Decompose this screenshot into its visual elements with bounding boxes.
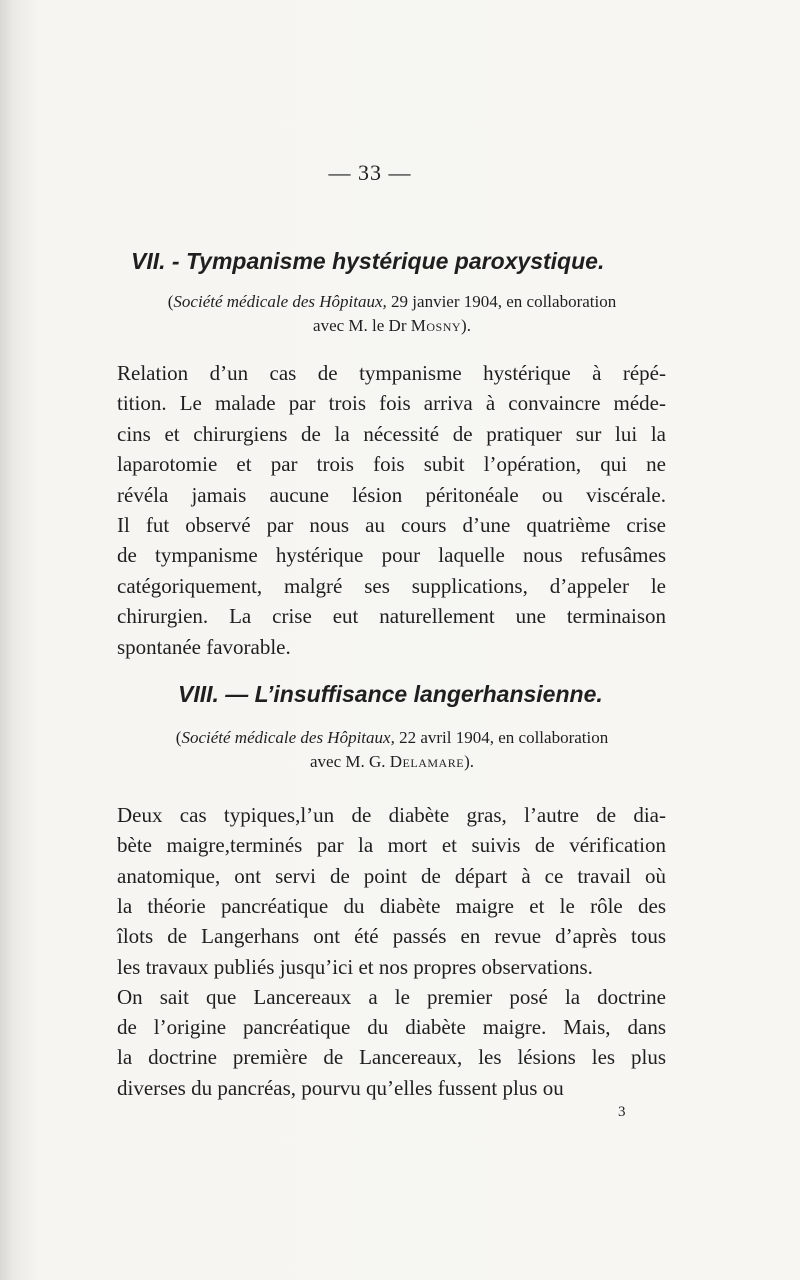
signature-mark: 3 (618, 1104, 626, 1120)
text-line: catégoriquement, malgré ses supplications, d’appeler le (117, 573, 666, 598)
text-line: îlots de Langerhans ont été passés en revue d’après tous (117, 924, 666, 949)
text-line: Relation d’un cas de tympanisme hystérique à répé- (117, 361, 666, 385)
citation-line-1: (Société médicale des Hôpitaux, 29 janvier 1904, en collaboration (167, 292, 617, 311)
text-line: la théorie pancréatique du diabète maigre et le rôle des (117, 893, 666, 918)
collaborator-name: Mosny (410, 316, 462, 335)
source-citation-vii (118, 290, 666, 338)
text-line: la doctrine première de Lancereaux, les lésions les plus (117, 1045, 666, 1070)
text-line: de l’origine pancréatique du diabète maigre. Mais, dans (117, 1015, 666, 1040)
section-heading-viii: VIII. — L’insuffisance langerhansienne. (178, 681, 603, 707)
text-line: les travaux publiés jusqu’ici et nos propres observations. (117, 954, 593, 979)
collaborator-name: Delamare (389, 752, 465, 771)
citation-line-1: (Société médicale des Hôpitaux, 22 avril 1904, en collaboration (175, 728, 609, 747)
text-line: chirurgien. La crise eut naturellement une terminaison (117, 604, 666, 629)
text-line: laparotomie et par trois fois subit l’opération, qui ne (117, 452, 666, 477)
page-number: — 33 — (328, 160, 412, 185)
source-citation-viii (118, 726, 666, 774)
text-line: de tympanisme hystérique pour laquelle nous refusâmes (117, 543, 666, 568)
text-line: Il fut observé par nous au cours d’une quatrième crise (117, 513, 666, 537)
publication-name: Société médicale des Hôpitaux, (173, 292, 387, 311)
text-line: cins et chirurgiens de la nécessité de pratiquer sur lui la (117, 421, 666, 446)
section-heading-vii: VII. - Tympanisme hystérique paroxystique. (131, 248, 605, 274)
text-line: On sait que Lancereaux a le premier posé la doctrine (117, 984, 666, 1009)
text-line: bète maigre,terminés par la mort et suivis de vérification (117, 833, 666, 858)
text-line: tition. Le malade par trois fois arriva à convaincre méde- (117, 391, 666, 416)
text-line: révéla jamais aucune lésion péritonéale ou viscérale. (117, 482, 666, 507)
citation-line-2: avec M. le Dr Mosny). (313, 316, 471, 335)
text-line: Deux cas typiques,l’un de diabète gras, l’autre de dia- (117, 803, 666, 827)
publication-name: Société médicale des Hôpitaux, (181, 728, 395, 747)
citation-line-2: avec M. G. Delamare). (310, 752, 474, 771)
text-line: anatomique, ont servi de point de départ à ce travail où (117, 863, 666, 888)
text-line: diverses du pancréas, pourvu qu’elles fussent plus ou (117, 1075, 564, 1100)
text-line: spontanée favorable. (117, 634, 291, 659)
